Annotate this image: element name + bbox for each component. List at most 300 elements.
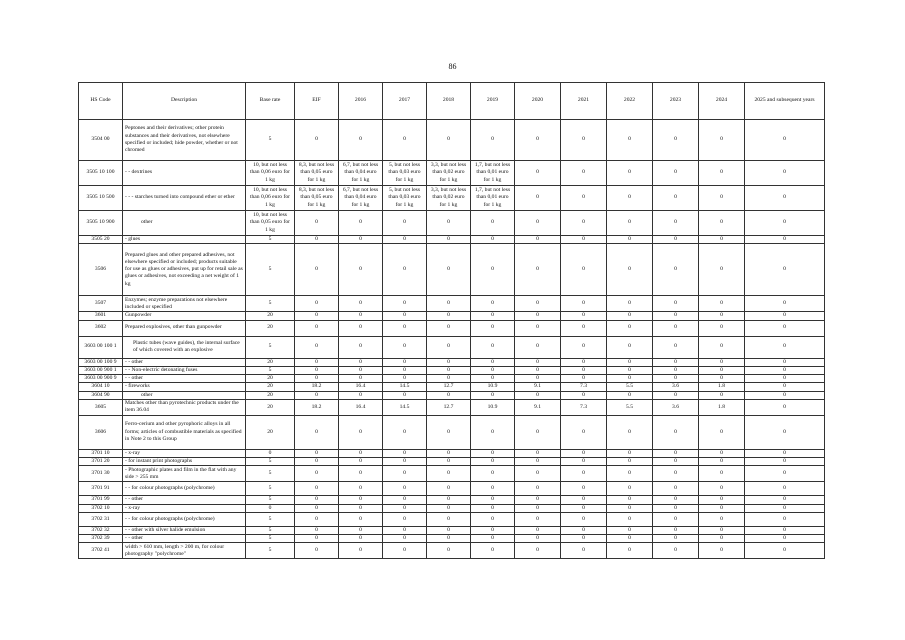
rate-cell: 0 [653,296,699,312]
rate-cell: 0 [653,543,699,559]
table-row [79,375,825,383]
rate-cell: 0 [471,244,515,296]
table-row [79,211,825,236]
rate-cell: 0 [515,526,561,534]
table-row [79,482,825,496]
rate-cell: 0 [295,512,339,526]
hs-code-cell: 3602 [79,320,123,336]
rate-cell: 0 [699,535,745,543]
rate-cell: 0 [653,535,699,543]
rate-cell: 0 [339,120,383,161]
rate-cell: 0 [295,535,339,543]
rate-cell: 0 [339,496,383,504]
rate-cell: 0 [427,466,471,482]
rate-cell: 0 [745,244,825,296]
rate-cell: 0 [427,458,471,466]
hs-code-cell: 3702 41 [79,543,123,559]
description-cell: - - dextrines [123,161,246,186]
tariff-schedule-table [78,82,825,559]
rate-cell: 0 [699,466,745,482]
rate-cell: 0 [653,186,699,211]
rate-cell: 18.2 [295,399,339,415]
rate-cell: 5, but not less than 0,03 euro for 1 kg [383,186,427,211]
rate-cell: 0 [515,375,561,383]
rate-cell: 5.5 [607,399,653,415]
rate-cell: 12.7 [427,399,471,415]
rate-cell: 0 [745,120,825,161]
table-row [79,535,825,543]
rate-cell: 0 [745,458,825,466]
rate-cell: 0 [383,312,427,320]
rate-cell: 0 [383,449,427,457]
table-row [79,449,825,457]
rate-cell: 0 [383,375,427,383]
rate-cell: 0 [699,358,745,366]
rate-cell: 10, but not less than 0,05 euro for 1 kg [246,211,295,236]
rate-cell: 0 [653,449,699,457]
description-cell: - - for colour photographs (polychrome) [123,482,246,496]
rate-cell: 0 [515,504,561,512]
hs-code-cell: 3505 10 900 [79,211,123,236]
rate-cell: 0 [427,358,471,366]
rate-cell: 0 [471,391,515,399]
rate-cell: 0 [745,358,825,366]
description-cell: Ferro-cerium and other pyrophoric alloys in all forms; articles of combustible materials as specified in Note 2 to this Group [123,415,246,449]
header-2019: 2019 [471,83,515,120]
rate-cell: 5, but not less than 0,03 euro for 1 kg [383,161,427,186]
hs-code-cell: 3702 10 [79,504,123,512]
hs-code-cell: 3603 00 900 1 [79,366,123,374]
description-cell: - - Non-electric detonating fuses [123,366,246,374]
rate-cell: 0 [246,504,295,512]
rate-cell: 0 [383,482,427,496]
rate-cell: 0 [471,366,515,374]
rate-cell: 5 [246,496,295,504]
rate-cell: 0 [427,449,471,457]
rate-cell: 0 [427,496,471,504]
rate-cell: 0 [471,296,515,312]
hs-code-cell: 3506 [79,244,123,296]
rate-cell: 0 [427,244,471,296]
rate-cell: 5 [246,543,295,559]
rate-cell: 0 [653,236,699,244]
description-cell: - - other [123,375,246,383]
rate-cell: 0 [427,535,471,543]
header-2024: 2024 [699,83,745,120]
rate-cell: 0 [339,320,383,336]
rate-cell: 0 [607,482,653,496]
rate-cell: 0 [515,512,561,526]
description-cell: Prepared glues and other prepared adhesives, not elsewhere specified or included; products suitable for use as glues or adhesives, put up for retail sale as glues or adhesives, not exceeding a net weight of 1 kg [123,244,246,296]
description-cell: - x-ray [123,449,246,457]
rate-cell: 0 [653,161,699,186]
rate-cell: 0 [515,366,561,374]
rate-cell: 0 [699,375,745,383]
rate-cell: 0 [515,466,561,482]
rate-cell: 0 [561,244,607,296]
rate-cell: 0 [339,415,383,449]
rate-cell: 1,7, but not less than 0,01 euro for 1 kg [471,186,515,211]
rate-cell: 8,3, but not less than 0,05 euro for 1 kg [295,161,339,186]
rate-cell: 0 [515,543,561,559]
rate-cell: 0 [515,312,561,320]
rate-cell: 0 [515,482,561,496]
rate-cell: 0 [699,296,745,312]
rate-cell: 0 [561,458,607,466]
rate-cell: 0 [607,312,653,320]
page-number: 86 [448,62,457,71]
rate-cell: 0 [471,526,515,534]
rate-cell: 0 [561,296,607,312]
table-row [79,320,825,336]
rate-cell: 0 [383,504,427,512]
rate-cell: 0 [561,320,607,336]
rate-cell: 0 [745,312,825,320]
rate-cell: 0 [339,391,383,399]
header-hs-code: HS Code [79,83,123,120]
rate-cell: 0 [427,320,471,336]
hs-code-cell: 3601 [79,312,123,320]
hs-code-cell: 3702 39 [79,535,123,543]
description-cell: - - for colour photographs (polychrome) [123,512,246,526]
rate-cell: 0 [561,504,607,512]
rate-cell: 0 [653,211,699,236]
table-row [79,504,825,512]
rate-cell: 0 [515,161,561,186]
header-2023: 2023 [653,83,699,120]
rate-cell: 0 [246,449,295,457]
rate-cell: 0 [699,449,745,457]
rate-cell: 0 [515,415,561,449]
rate-cell: 1.8 [699,383,745,391]
rate-cell: 0 [561,161,607,186]
rate-cell: 1,7, but not less than 0,01 euro for 1 kg [471,161,515,186]
rate-cell: 12.7 [427,383,471,391]
rate-cell: 1.8 [699,399,745,415]
hs-code-cell: 3504 00 [79,120,123,161]
rate-cell: 0 [745,535,825,543]
rate-cell: 0 [427,543,471,559]
rate-cell: 0 [383,496,427,504]
rate-cell: 0 [383,120,427,161]
rate-cell: 0 [653,358,699,366]
rate-cell: 0 [515,296,561,312]
rate-cell: 20 [246,375,295,383]
rate-cell: 0 [561,535,607,543]
rate-cell: 0 [295,449,339,457]
table-row [79,543,825,559]
rate-cell: 0 [295,336,339,358]
rate-cell: 0 [745,449,825,457]
rate-cell: 5 [246,512,295,526]
description-cell: - - other [123,358,246,366]
header-2018: 2018 [427,83,471,120]
rate-cell: 0 [607,236,653,244]
rate-cell: 0 [471,543,515,559]
rate-cell: 0 [699,312,745,320]
table-row [79,120,825,161]
rate-cell: 0 [607,358,653,366]
rate-cell: 0 [471,236,515,244]
description-cell: - - other [123,535,246,543]
hs-code-cell: 3605 [79,399,123,415]
rate-cell: 0 [561,366,607,374]
rate-cell: 0 [561,375,607,383]
header-2025-and-subsequent: 2025 and subsequent years [745,83,825,120]
rate-cell: 0 [745,320,825,336]
rate-cell: 0 [561,496,607,504]
rate-cell: 0 [745,366,825,374]
rate-cell: 0 [515,236,561,244]
rate-cell: 0 [745,186,825,211]
rate-cell: 0 [699,512,745,526]
rate-cell: 0 [295,543,339,559]
rate-cell: 0 [471,320,515,336]
description-cell: - - - starches turned into compound ether or ether [123,186,246,211]
rate-cell: 0 [699,336,745,358]
table-row [79,391,825,399]
rate-cell: 0 [295,496,339,504]
rate-cell: 0 [471,512,515,526]
rate-cell: 0 [653,482,699,496]
hs-code-cell: 3603 00 100 9 [79,358,123,366]
rate-cell: 0 [339,535,383,543]
rate-cell: 0 [745,543,825,559]
rate-cell: 0 [561,186,607,211]
table-row [79,236,825,244]
rate-cell: 0 [745,512,825,526]
rate-cell: 0 [607,336,653,358]
rate-cell: 0 [699,482,745,496]
rate-cell: 0 [515,496,561,504]
rate-cell: 14.5 [383,383,427,391]
description-cell: - Photographic plates and film in the flat with any side > 255 mm [123,466,246,482]
rate-cell: 0 [383,320,427,336]
rate-cell: 0 [561,391,607,399]
hs-code-cell: 3606 [79,415,123,449]
rate-cell: 20 [246,320,295,336]
rate-cell: 10.9 [471,399,515,415]
rate-cell: 0 [699,415,745,449]
rate-cell: 0 [383,336,427,358]
description-cell: other [123,391,246,399]
rate-cell: 0 [653,391,699,399]
rate-cell: 0 [745,236,825,244]
rate-cell: 0 [561,211,607,236]
rate-cell: 0 [383,535,427,543]
rate-cell: 0 [561,336,607,358]
rate-cell: 0 [427,296,471,312]
table-row [79,336,825,358]
rate-cell: 0 [383,236,427,244]
rate-cell: 0 [653,496,699,504]
rate-cell: 0 [383,211,427,236]
hs-code-cell: 3603 00 900 9 [79,375,123,383]
header-2016: 2016 [339,83,383,120]
rate-cell: 0 [339,336,383,358]
rate-cell: 0 [515,391,561,399]
rate-cell: 0 [427,482,471,496]
rate-cell: 0 [515,244,561,296]
rate-cell: 0 [471,496,515,504]
rate-cell: 0 [699,543,745,559]
rate-cell: 0 [295,375,339,383]
rate-cell: 20 [246,391,295,399]
rate-cell: 20 [246,399,295,415]
rate-cell: 0 [561,120,607,161]
header-eif: EIF [295,83,339,120]
rate-cell: 0 [561,543,607,559]
rate-cell: 5 [246,336,295,358]
hs-code-cell: 3701 99 [79,496,123,504]
header-2017: 2017 [383,83,427,120]
hs-code-cell: 3604 10 [79,383,123,391]
rate-cell: 5 [246,535,295,543]
rate-cell: 0 [339,366,383,374]
rate-cell: 0 [699,236,745,244]
description-cell: - fireworks [123,383,246,391]
rate-cell: 0 [427,391,471,399]
rate-cell: 0 [653,244,699,296]
hs-code-cell: 3701 20 [79,458,123,466]
rate-cell: 0 [471,458,515,466]
rate-cell: 0 [295,458,339,466]
rate-cell: 0 [515,320,561,336]
rate-cell: 0 [607,449,653,457]
description-cell: - - other with silver halide emulsion [123,526,246,534]
description-cell: Prepared explosives, other than gunpowder [123,320,246,336]
rate-cell: 0 [383,366,427,374]
rate-cell: 0 [561,466,607,482]
rate-cell: 0 [561,512,607,526]
table-row [79,244,825,296]
description-cell: width > 610 mm, length > 200 m, for colour photography "polychrome" [123,543,246,559]
hs-code-cell: 3505 10 100 [79,161,123,186]
rate-cell: 5 [246,458,295,466]
rate-cell: 0 [607,296,653,312]
rate-cell: 0 [699,186,745,211]
rate-cell: 0 [295,312,339,320]
rate-cell: 0 [515,211,561,236]
table-row [79,526,825,534]
rate-cell: 0 [607,161,653,186]
rate-cell: 0 [515,358,561,366]
rate-cell: 0 [745,415,825,449]
table-row [79,512,825,526]
rate-cell: 0 [561,312,607,320]
header-2020: 2020 [515,83,561,120]
rate-cell: 0 [295,415,339,449]
rate-cell: 16.4 [339,383,383,391]
table-header-row [79,83,825,120]
rate-cell: 0 [339,504,383,512]
rate-cell: 0 [699,526,745,534]
rate-cell: 0 [653,458,699,466]
description-cell: - for instant print photographs [123,458,246,466]
rate-cell: 5 [246,120,295,161]
rate-cell: 0 [427,236,471,244]
description-cell: Enzymes; enzyme preparations not elsewhere included or specified [123,296,246,312]
rate-cell: 20 [246,312,295,320]
table-row [79,296,825,312]
rate-cell: 0 [561,526,607,534]
rate-cell: 0 [339,244,383,296]
table-row [79,358,825,366]
rate-cell: 0 [295,504,339,512]
rate-cell: 0 [383,415,427,449]
table-row [79,161,825,186]
rate-cell: 0 [561,482,607,496]
rate-cell: 0 [561,449,607,457]
rate-cell: 0 [607,186,653,211]
rate-cell: 0 [515,336,561,358]
description-cell: - x-ray [123,504,246,512]
rate-cell: 0 [295,358,339,366]
rate-cell: 16.4 [339,399,383,415]
rate-cell: 0 [561,358,607,366]
rate-cell: 0 [339,449,383,457]
rate-cell: 0 [471,312,515,320]
rate-cell: 0 [295,482,339,496]
rate-cell: 5 [246,526,295,534]
rate-cell: 0 [745,211,825,236]
rate-cell: 0 [607,211,653,236]
description-cell: - glues [123,236,246,244]
description-cell: other [123,211,246,236]
table-row [79,186,825,211]
rate-cell: 0 [339,312,383,320]
rate-cell: 6,7, but not less than 0,04 euro for 1 kg [339,161,383,186]
rate-cell: 14.5 [383,399,427,415]
rate-cell: 0 [515,120,561,161]
rate-cell: 0 [699,211,745,236]
rate-cell: 0 [471,535,515,543]
rate-cell: 20 [246,415,295,449]
rate-cell: 0 [471,504,515,512]
rate-cell: 0 [471,336,515,358]
rate-cell: 5 [246,466,295,482]
rate-cell: 0 [339,236,383,244]
rate-cell: 9.1 [515,383,561,391]
rate-cell: 3.6 [653,399,699,415]
table-row [79,496,825,504]
hs-code-cell: 3507 [79,296,123,312]
rate-cell: 0 [745,399,825,415]
rate-cell: 0 [745,296,825,312]
rate-cell: 0 [561,236,607,244]
rate-cell: 5 [246,244,295,296]
rate-cell: 0 [471,375,515,383]
rate-cell: 0 [471,482,515,496]
rate-cell: 0 [653,120,699,161]
rate-cell: 0 [427,526,471,534]
rate-cell: 0 [653,312,699,320]
rate-cell: 5.5 [607,383,653,391]
rate-cell: 0 [607,375,653,383]
rate-cell: 0 [653,366,699,374]
rate-cell: 0 [699,244,745,296]
rate-cell: 0 [471,449,515,457]
rate-cell: 0 [699,458,745,466]
rate-cell: 0 [653,336,699,358]
rate-cell: 0 [745,161,825,186]
rate-cell: 6,7, but not less than 0,04 euro for 1 kg [339,186,383,211]
rate-cell: 0 [699,391,745,399]
rate-cell: 0 [339,543,383,559]
rate-cell: 0 [607,415,653,449]
rate-cell: 0 [339,358,383,366]
rate-cell: 0 [383,296,427,312]
